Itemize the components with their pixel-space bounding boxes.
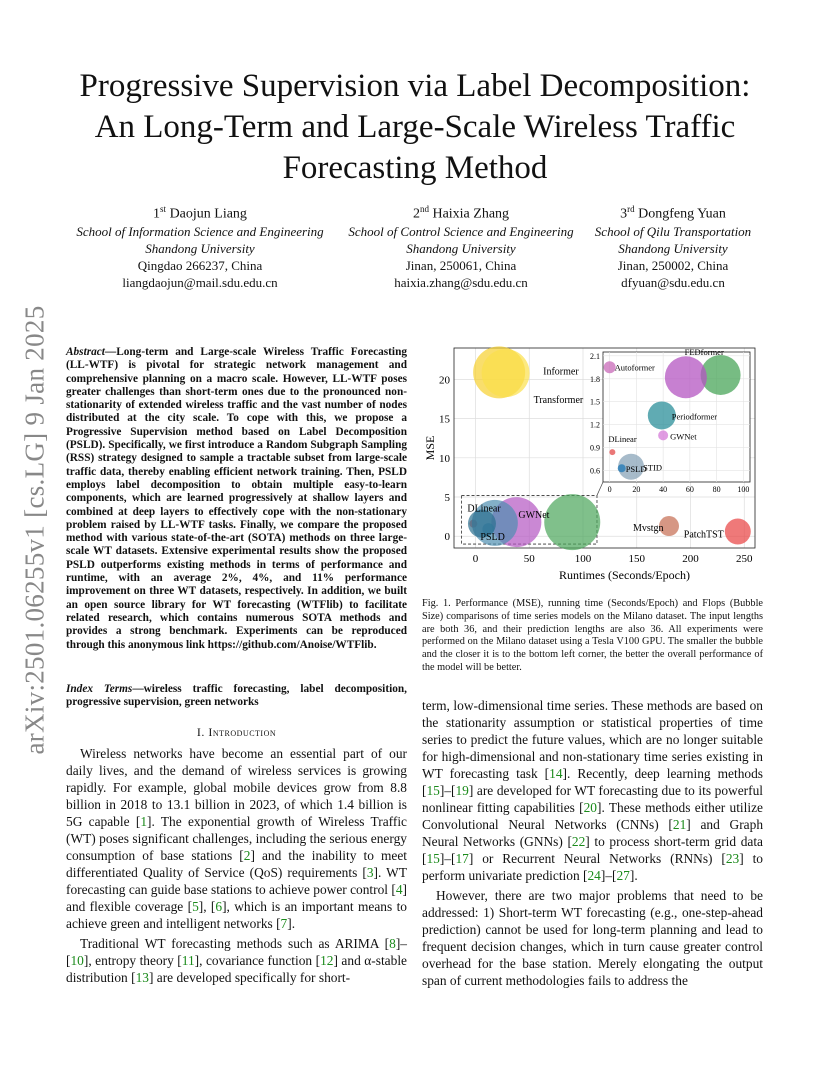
title-line: An Long-Term and Large-Scale Wireless Traffic [94,109,736,145]
text-run: term, low-dimensional time series. These methods are based on the stationarity assumption or statistical properties of time series to predict the future values, which are no longer suitable for high-dimensional and non-stationary time series existing in WT forecasting task [ [422,698,763,781]
text-run: ], entropy theory [ [83,953,182,968]
text-run: ]–[ [600,868,617,883]
x-tick-label: 50 [523,553,535,565]
inset-bubble-label: FEDformer [684,346,724,357]
figure-caption: Fig. 1. Performance (MSE), running time (Seconds/Epoch) and Flops (Bubble Size) comparisons of time series models on the Milano dataset. The input lengths are both 36, and their prediction lengths are also 36. All experiments were performed on the Milano dataset using a Tesla V100 GPU. The smaller the bubble and the closer it is to the bottom left corner, the better the overall performance of the model will be better. [422,598,763,673]
citation-link[interactable]: 20 [583,800,597,815]
section-heading [66,725,407,740]
abstract-text: —Long-term and Large-scale Wireless Traffic Forecasting (LL-WTF) is pivotal for strategic network management and comprehensive planning on a macro scale. However, LL-WTF poses greater challenges than short-term ones due to the pronounced non-stationarity of extended wireless traffic and the vast number of nodes distributed at the city scale. To cope with this, we propose a Progressive Supervision method based on Label Decomposition (PSLD). Specifically, we first introduce a Random Subgraph Sampling (RSS) strategy designed to sample a tractable subset from large-scale traffic data, thereby enabling efficient network training. Then, PSLD employs label decomposition to obtain multiple easy-to-learn components, which are learned progressively at shallow layers and combined at deep layers to effectively cope with the non-stationary problem raised by LL-WTF tasks. Finally, we compare the proposed method with various state-of-the-art (SOTA) methods on three large-scale WT datasets. Extensive experimental results show the proposed PSLD outperforms existing methods in terms of performance and runtime, with an average 2%, 4%, and 11% performance improvement on three WT datasets, respectively. In addition, we built an open source library for WT forecasting (WTFlib) to facilitate related research, which contains numerous SOTA methods and provides a strong benchmark. Experiments can be reproduced through this anonymous link https://github.com/Anoise/WTFlib. [66,346,407,651]
citation-link[interactable]: 8 [389,936,396,951]
abstract-label: Abstract [66,346,105,358]
bubble [725,519,751,545]
paragraph [66,745,407,932]
bubble-chart [420,342,765,582]
title-line: Forecasting Method [282,150,548,186]
text-run: ]. The exponential growth of Wireless Traffic (WT) poses significant challenges, including the serious energy consumption of base stations [ [66,814,408,863]
section-title: Introduction [208,725,277,739]
text-run: Wireless networks have become an essential part of our daily lives, and the demand of wireless services is growing rapidly. For example, global mobile devices grow from 8.8 billion in 2018 to 13.1 billion in 2023, of which 1.4 billion is 5G capable [ [66,746,407,829]
citation-link[interactable]: 11 [181,953,195,968]
text-run: ] to process short-term grid data [ [422,834,763,866]
inset-x-tick-label: 60 [685,485,694,494]
citation-link[interactable]: 3 [366,865,374,880]
bubble-label: Mvstgn [633,523,664,535]
inset-bubble [609,449,615,455]
text-run: ]–[ [439,851,456,866]
y-tick-label: 15 [439,413,450,426]
citation-link[interactable]: 14 [549,766,563,781]
text-run: ]–[ [439,783,456,798]
author-name: 1st Daojun Liang [153,204,247,222]
author-affiliation: School of Control Science and Engineering [348,223,574,239]
citation-link[interactable]: 2 [243,848,251,863]
text-run: ] are developed specifically for short- [148,970,351,985]
author-university: Shandong University [145,240,255,256]
inset-x-tick-label: 0 [607,485,612,494]
text-run: ]. These methods either utilize Convolutional Neural Networks (CNNs) [ [422,800,763,832]
inset-bubble [665,356,707,398]
citation-link[interactable]: 23 [725,851,740,866]
inset-y-tick-label: 0.9 [590,443,600,453]
inset-bubble [658,430,668,440]
text-run: ], covariance function [ [194,953,321,968]
text-run: ] and flexible coverage [ [66,882,407,914]
bubble-label: GWNet [518,510,550,522]
author-affiliation: School of Qilu Transportation [594,223,752,239]
citation-link[interactable]: 12 [320,953,334,968]
text-run: ], which is an important means to achieve green and intelligent networks [ [66,899,407,931]
author-location: Jinan, 250002, China [617,257,729,273]
paragraph [422,887,763,989]
index-terms [66,683,407,710]
intro-left-column [66,745,407,989]
text-run: ] to perform univariate prediction [ [422,851,763,883]
index-terms-text: —wireless traffic forecasting, label decomposition, progressive supervision, green networks [66,683,407,709]
author-affiliation: School of Information Science and Engineering [76,223,324,239]
author-name: 2nd Haixia Zhang [412,204,510,222]
citation-link[interactable]: 24 [587,868,601,883]
title-line: Progressive Supervision via Label Decomposition: [79,68,751,104]
citation-link[interactable]: 13 [135,970,149,985]
citation-link[interactable]: 19 [455,783,469,798]
x-tick-label: 250 [736,553,753,565]
text-run: ] and Graph Neural Networks (GNNs) [ [422,817,764,849]
paper-title [60,66,770,189]
text-run: ] and α-stable distribution [ [66,953,407,985]
text-run: ] or Recurrent Neural Networks (RNNs) [ [468,851,726,866]
inset-bubble-label: Periodformer [671,411,718,422]
x-tick-label: 200 [682,553,699,565]
author-university: Shandong University [618,240,728,256]
text-run: ]. Recently, deep learning methods [ [422,766,763,798]
text-run: Traditional WT forecasting methods such as ARIMA [ [80,936,390,951]
inset-y-tick-label: 0.6 [590,466,600,476]
bubble-label: Transformer [533,395,584,407]
paragraph [422,697,763,884]
bubble-label: PSLD [480,532,505,544]
text-run: ]–[ [66,936,407,968]
text-run: However, there are two major problems that need to be addressed: 1) Short-term WT forecasting (e.g., one-step-ahead prediction) cannot be used for long-term planning and lead to frequent decision changes, which in turn cause greater control overhead for the base station. Merely elongating the output span of current methodologies fails to address the [422,888,763,988]
x-tick-label: 150 [628,553,645,565]
paragraph [66,935,407,986]
author-location: Jinan, 250061, China [405,257,517,273]
x-tick-label: 0 [472,553,479,565]
citation-link[interactable]: 6 [215,899,223,914]
citation-link[interactable]: 27 [616,868,630,883]
inset-bubble-label: STID [643,462,662,473]
inset-y-tick-label: 1.2 [590,420,600,430]
inset-bubble-label: DLinear [608,434,637,445]
inset-y-tick-label: 1.5 [590,397,600,407]
text-run: ] are developed for WT forecasting due to its powerful nonlinear fitting capabilities [ [422,783,763,815]
author-university: Shandong University [406,240,516,256]
inset-bubble-label: GWNet [670,431,697,442]
author-block-3 [583,201,763,291]
bubble-label: DLinear [467,503,501,515]
citation-link[interactable]: 1 [140,814,148,829]
x-tick-label: 100 [574,553,592,565]
y-tick-label: 5 [444,492,450,505]
citation-link[interactable]: 21 [672,817,687,832]
citation-link[interactable]: 22 [571,834,586,849]
author-email[interactable]: haixia.zhang@sdu.edu.cn [394,274,528,290]
figure-1 [420,342,765,582]
arxiv-identifier [14,300,56,760]
inset-x-tick-label: 100 [737,485,750,494]
arxiv-identifier-text: arXiv:2501.06255v1 [cs.LG] 9 Jan 2025 [19,305,50,755]
bubble-label: PatchTST [683,529,724,541]
intro-right-column [422,697,763,989]
text-run: ]. WT forecasting can guide base stations to achieve power control [ [66,865,407,897]
text-run: ] and the inability to meet differentiated Quality of Service (QoS) requirements [ [66,848,407,880]
bubble-label: Informer [543,366,579,378]
inset-x-tick-label: 20 [632,485,641,494]
abstract [66,346,407,652]
citation-link[interactable]: 7 [280,916,288,931]
inset-bubble-label: PSLD [625,464,647,475]
author-email[interactable]: dfyuan@sdu.edu.cn [621,274,725,290]
citation-link[interactable]: 15 [426,851,440,866]
zoom-connector [597,482,603,495]
author-name: 3rd Dongfeng Yuan [620,204,726,222]
citation-link[interactable]: 17 [455,851,469,866]
inset-bubble [618,464,626,472]
inset-y-tick-label: 1.8 [590,374,600,384]
bubble [544,494,600,550]
x-axis-label: Runtimes (Seconds/Epoch) [559,568,690,582]
inset-x-tick-label: 40 [659,485,668,494]
section-numeral: I. [196,725,209,739]
y-tick-label: 20 [439,374,450,387]
y-tick-label: 0 [444,531,450,544]
author-location: Qingdao 266237, China [137,257,263,273]
citation-link[interactable]: 10 [70,953,84,968]
citation-link[interactable]: 4 [395,882,403,897]
inset-x-tick-label: 80 [712,485,721,494]
author-block-1 [60,201,340,291]
y-axis-label: MSE [423,435,437,461]
citation-link[interactable]: 15 [426,783,440,798]
y-tick-label: 10 [439,452,450,465]
inset-bubble-label: Autoformer [614,362,655,373]
bubble [482,349,530,397]
author-block-2 [336,201,586,291]
index-terms-label: Index Terms [66,683,133,695]
text-run: ], [ [198,899,216,914]
inset-y-tick-label: 2.1 [590,351,600,361]
author-email[interactable]: liangdaojun@mail.sdu.edu.cn [122,274,278,290]
citation-link[interactable]: 5 [192,899,199,914]
text-run: ]. [629,868,638,883]
text-run: ]. [287,916,296,931]
